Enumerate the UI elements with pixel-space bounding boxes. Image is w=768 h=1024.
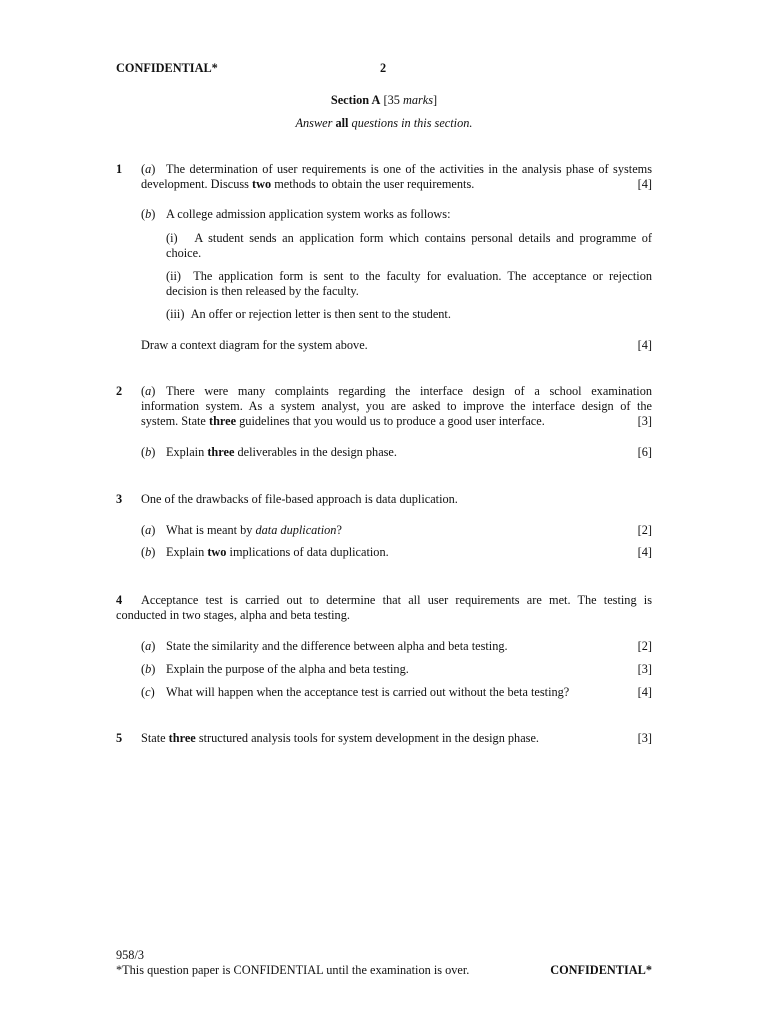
q1a-mark: [4] [637, 177, 652, 191]
header-confidential: CONFIDENTIAL* [116, 61, 218, 75]
q4b-text: Explain the purpose of the alpha and beta testing. [166, 662, 409, 676]
question-1-number: 1 [116, 162, 123, 176]
q3b-text: Explain two implications of data duplication. [166, 545, 389, 559]
q3-part-b-label: (b) [141, 545, 156, 559]
q3a-text: What is meant by data duplication? [166, 523, 342, 537]
q4-part-c-label: (c) [141, 685, 155, 699]
q2a-text-line3: system. State three guidelines that you would us to produce a good user interface. [141, 414, 545, 428]
q1b-item-ii-line2: decision is then released by the faculty. [166, 284, 359, 298]
q2a-text-line2: information system. As a system analyst, you are asked to improve the interface design of the [141, 399, 652, 413]
q4-part-a-label: (a) [141, 639, 156, 653]
q5-mark: [3] [637, 731, 652, 745]
q1b-item-i-line1: (i) A student sends an application form which contains personal details and programme of [166, 231, 652, 245]
q1b-item-ii-line1: (ii) The application form is sent to the faculty for evaluation. The acceptance or rejection [166, 269, 652, 283]
q3-part-a-label: (a) [141, 523, 156, 537]
q1b-item-iii: (iii) An offer or rejection letter is then sent to the student. [166, 307, 451, 321]
q4-stem-line2: conducted in two stages, alpha and beta testing. [116, 608, 350, 622]
question-5-number: 5 [116, 731, 123, 745]
q3a-mark: [2] [637, 523, 652, 537]
question-4-number: 4 [116, 593, 123, 607]
q4b-mark: [3] [637, 662, 652, 676]
q1a-text-line1: The determination of user requirements is one of the activities in the analysis phase of systems [166, 162, 652, 176]
q1b-item-i-line2: choice. [166, 246, 202, 260]
q2b-text: Explain three deliverables in the design phase. [166, 445, 397, 459]
q1b-text: A college admission application system works as follows: [166, 207, 451, 221]
footer-confidential-note: *This question paper is CONFIDENTIAL until the examination is over. [116, 963, 470, 977]
q1-part-b-label: (b) [141, 207, 156, 221]
q1-part-a-label: (a) [141, 162, 156, 176]
q1b-mark: [4] [637, 338, 652, 352]
q2-part-a-label: (a) [141, 384, 156, 398]
q2-part-b-label: (b) [141, 445, 156, 459]
footer-paper-code: 958/3 [116, 948, 145, 962]
q2b-mark: [6] [637, 445, 652, 459]
q2a-text-line1: There were many complaints regarding the interface design of a school examination [166, 384, 652, 398]
question-2-number: 2 [116, 384, 123, 398]
q4c-text: What will happen when the acceptance test is carried out without the beta testing? [166, 685, 570, 699]
page-number: 2 [380, 61, 387, 75]
q4-stem-line1: Acceptance test is carried out to determine that all user requirements are met. The testing is [141, 593, 652, 607]
q3b-mark: [4] [637, 545, 652, 559]
section-instructions: Answer all questions in this section. [295, 116, 473, 130]
q5-text: State three structured analysis tools for system development in the design phase. [141, 731, 539, 745]
q4-part-b-label: (b) [141, 662, 156, 676]
q3-stem: One of the drawbacks of file-based approach is data duplication. [141, 492, 458, 506]
q4a-mark: [2] [637, 639, 652, 653]
q2a-mark: [3] [637, 414, 652, 428]
q4a-text: State the similarity and the difference between alpha and beta testing. [166, 639, 508, 653]
footer-confidential: CONFIDENTIAL* [550, 963, 652, 977]
section-title: Section A [35 marks] [330, 93, 438, 107]
q1b-draw-instruction: Draw a context diagram for the system above. [141, 338, 368, 352]
question-3-number: 3 [116, 492, 123, 506]
q4c-mark: [4] [637, 685, 652, 699]
q1a-text-line2: development. Discuss two methods to obtain the user requirements. [141, 177, 475, 191]
